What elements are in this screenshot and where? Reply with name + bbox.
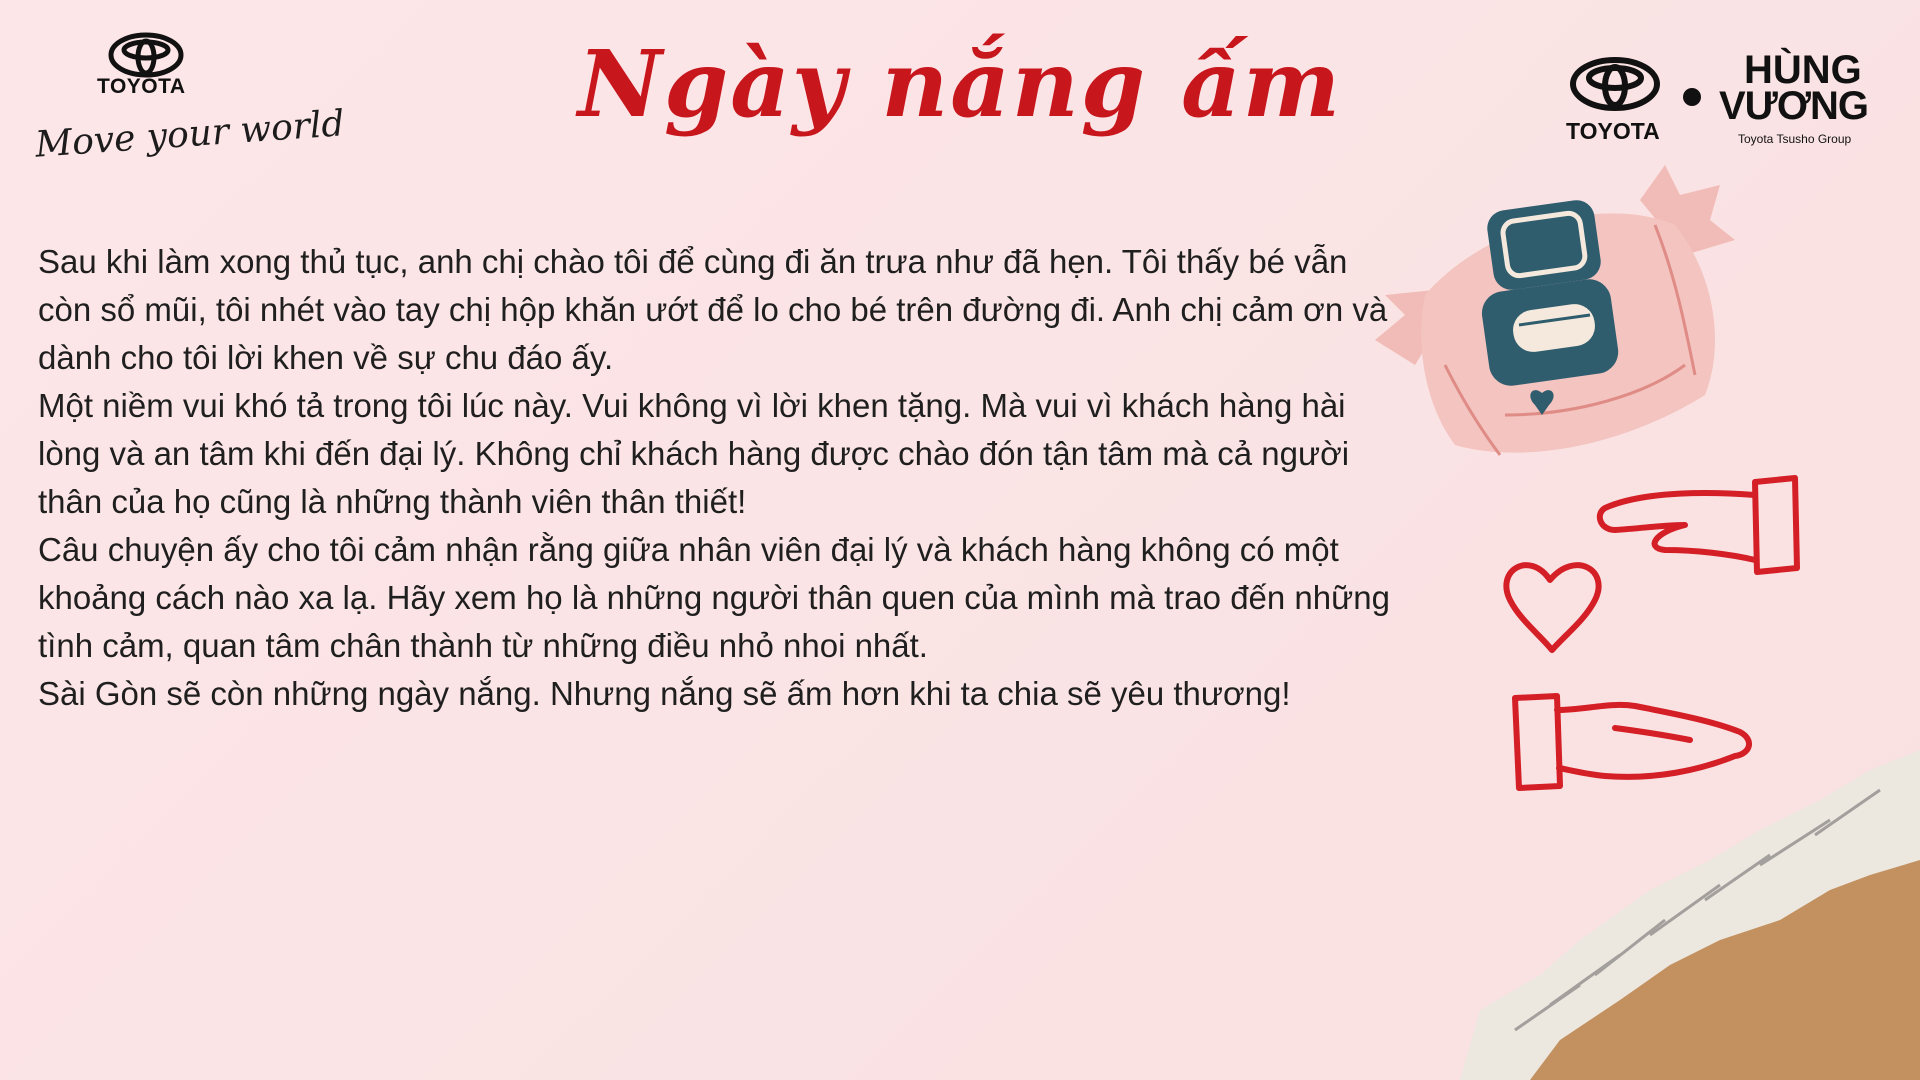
story-paragraph-1: Sau khi làm xong thủ tục, anh chị chào tôi để cùng đi ăn trưa như đã hẹn. Tôi thấy bé vẫn còn sổ mũi, tôi nhét vào tay chị hộp khăn ướt để lo cho bé trên đường đi. Anh chị cảm ơn và dành cho tôi lời khen về sự chu đáo ấy.: [38, 243, 1388, 376]
separator-dot: [1683, 88, 1701, 106]
story-body: [38, 238, 1398, 718]
tagline: Move your world: [33, 103, 346, 166]
story-paragraph-3: Câu chuyện ấy cho tôi cảm nhận rằng giữa nhân viên đại lý và khách hàng không có một khoảng cách nào xa lạ. Hãy xem họ là những người thân quen của mình mà trao đến những tình cảm, quan tâm chân thành từ những điều nhỏ nhoi nhất.: [38, 531, 1390, 664]
toyota-wordmark: TOYOTA: [97, 75, 186, 98]
dealer-name-line2: VƯƠNG: [1719, 84, 1868, 128]
dealer-name-line1: HÙNG: [1744, 48, 1862, 92]
story-paragraph-4: Sài Gòn sẽ còn những ngày nắng. Nhưng nắng sẽ ấm hơn khi ta chia sẽ yêu thương!: [38, 675, 1291, 712]
candy-wetwipe-icon: [1375, 165, 1735, 495]
toyota-emblem-icon: [1570, 56, 1660, 112]
toyota-wordmark: TOYOTA: [1566, 118, 1660, 144]
dealer-group: Toyota Tsusho Group: [1738, 132, 1852, 146]
torn-paper-decoration: [1420, 750, 1920, 1080]
dealer-logo-right: [1566, 48, 1896, 152]
page-title: Ngày nắng ấm: [577, 30, 1343, 138]
story-paragraph-2: Một niềm vui khó tả trong tôi lúc này. Vui không vì lời khen tặng. Mà vui vì khách hàng hài lòng và an tâm khi đến đại lý. Không chỉ khách hàng được chào đón tận tâm mà cả người thân của họ cũng là những thành viên thân thiết!: [38, 387, 1350, 520]
